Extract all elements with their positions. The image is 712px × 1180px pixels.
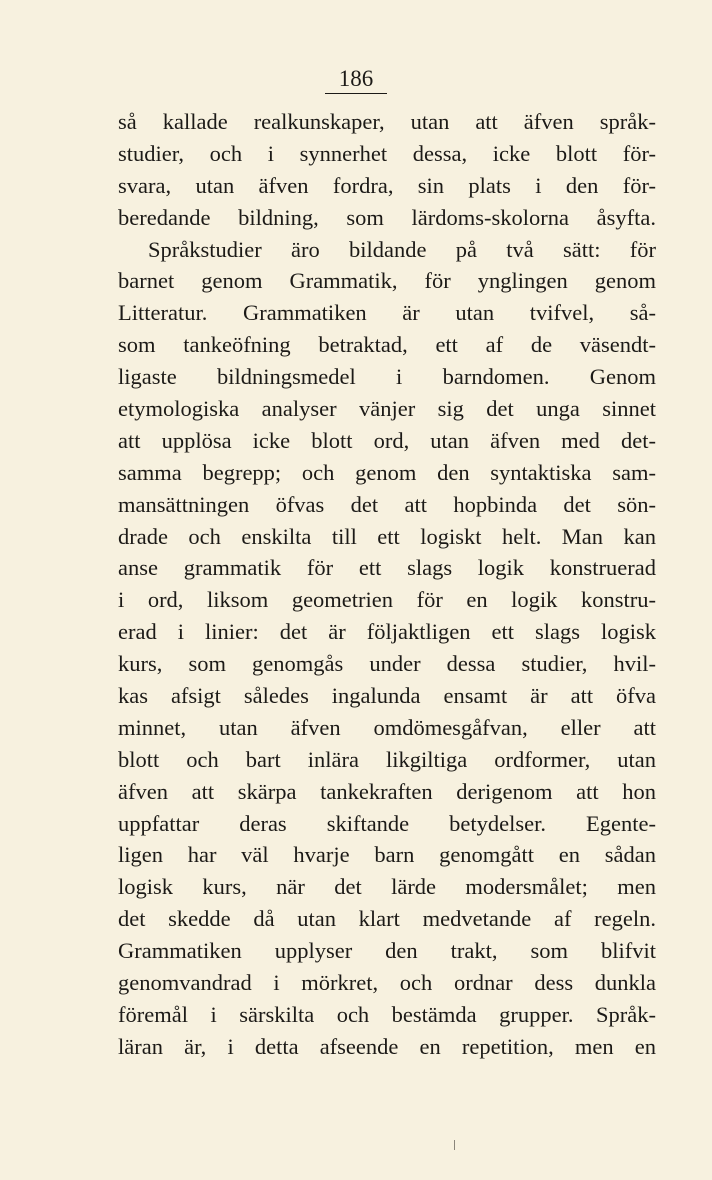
text-line: drade och enskilta till ett logiskt helt. Man kan — [118, 523, 656, 549]
text-line: så kallade realkunskaper, utan att äfven språk- — [118, 109, 656, 134]
text-line: mansättningen öfvas det att hopbinda det sön- — [118, 491, 656, 517]
text-line: ligaste bildningsmedel i barndomen. Genom — [118, 364, 656, 390]
text-line: Språkstudier äro bildande på två sätt: för — [148, 236, 656, 262]
paper-speck — [454, 1140, 455, 1150]
page-number — [0, 66, 712, 94]
text-line: kurs, som genomgås under dessa studier, hvil- — [118, 651, 656, 677]
text-line: att upplösa icke blott ord, utan äfven med det- — [118, 427, 656, 453]
text-line: läran är, i detta afseende en repetition, men en — [118, 1033, 656, 1059]
text-line: det skedde då utan klart medvetande af regeln. — [118, 906, 656, 932]
text-line: erad i linier: det är följaktligen ett slags logisk — [118, 619, 656, 645]
text-line: minnet, utan äfven omdömesgåfvan, eller att — [118, 714, 656, 740]
text-line: Litteratur. Grammatiken är utan tvifvel, så- — [118, 300, 656, 326]
text-line: ligen har väl hvarje barn genomgått en sådan — [118, 842, 656, 868]
text-line: studier, och i synnerhet dessa, icke blott för- — [118, 140, 656, 166]
text-line: samma begrepp; och genom den syntaktiska sam- — [118, 459, 656, 485]
text-line: i ord, liksom geometrien för en logik konstru- — [118, 587, 656, 613]
text-line: kas afsigt således ingalunda ensamt är att öfva — [118, 683, 656, 709]
body-text — [118, 106, 656, 1063]
text-line: genomvandrad i mörkret, och ordnar dess dunkla — [118, 970, 656, 996]
text-line: blott och bart inlära likgiltiga ordformer, utan — [118, 746, 656, 772]
text-line: äfven att skärpa tankekraften derigenom att hon — [118, 778, 656, 804]
text-line: Grammatiken upplyser den trakt, som blifvit — [118, 938, 656, 964]
text-line: svara, utan äfven fordra, sin plats i den för- — [118, 172, 656, 198]
text-line: föremål i särskilta och bestämda grupper. Språk- — [118, 1001, 656, 1027]
text-line: barnet genom Grammatik, för ynglingen genom — [118, 268, 656, 294]
text-line: som tankeöfning betraktad, ett af de väsendt- — [118, 332, 656, 358]
text-line: uppfattar deras skiftande betydelser. Egente- — [118, 810, 656, 836]
text-line: etymologiska analyser vänjer sig det unga sinnet — [118, 396, 656, 422]
text-line: anse grammatik för ett slags logik konstruerad — [118, 555, 656, 581]
text-line: logisk kurs, när det lärde modersmålet; men — [118, 874, 656, 900]
page-number-text: 186 — [325, 66, 388, 94]
text-line: beredande bildning, som lärdoms-skolorna åsyfta. — [118, 204, 656, 230]
